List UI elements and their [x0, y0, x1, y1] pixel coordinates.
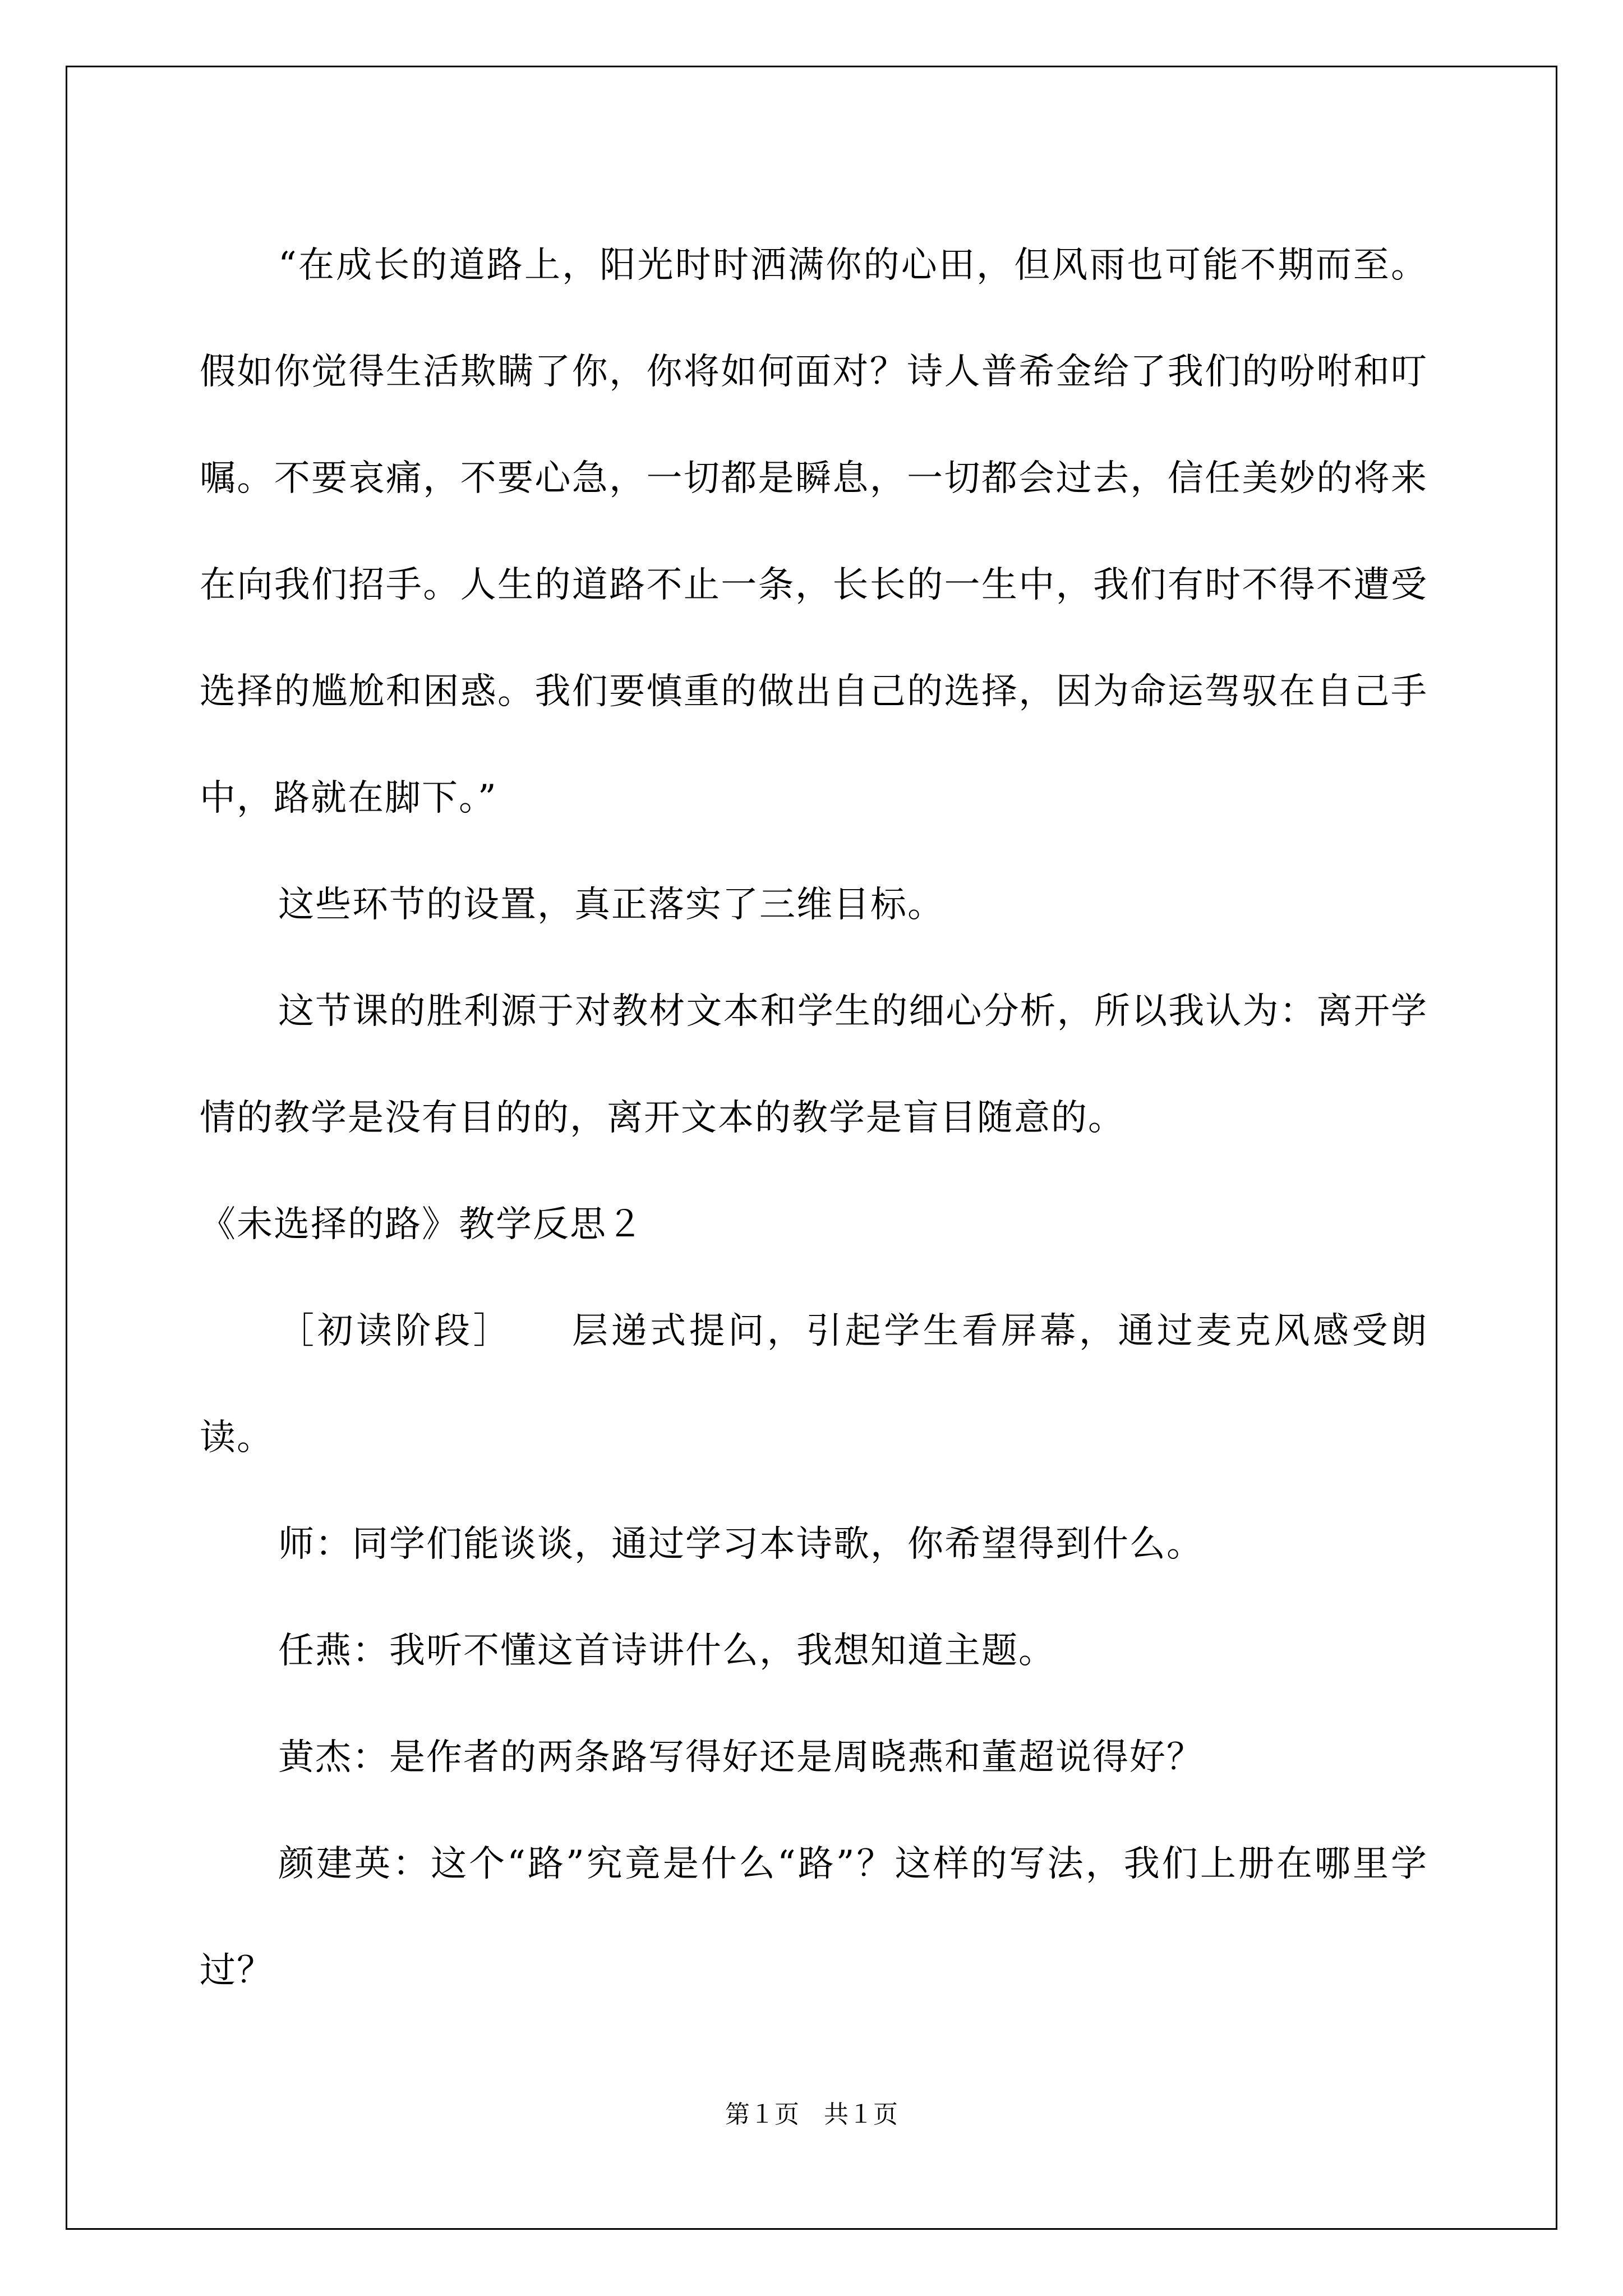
section-heading: 《未选择的路》教学反思２ — [200, 1204, 644, 1245]
paragraph-reading-stage: ［初读阶段］ 层递式提问，引起学生看屏幕，通过麦克风感受朗读。 — [200, 1310, 1428, 1458]
dialogue-student-yanjianying: 颜建英：这个“路”究竟是什么“路”？这样的写法，我们上册在哪里学过？ — [200, 1843, 1428, 1991]
paragraph-quote: “在成长的道路上，阳光时时洒满你的心田，但风雨也可能不期而至。假如你觉得生活欺瞒了你，你将如何面对？诗人普希金给了我们的吩咐和叮嘱。不要哀痛，不要心急，一切都是瞬息，一切都会过去，信任美妙的将来在向我们招手。人生的道路不止一条，长长的一生中，我们有时不得不遭受选择的尴尬和困惑。我们要慎重的做出自己的选择，因为命运驾驭在自己手中，路就在脚下。” — [200, 245, 1428, 819]
paragraph-conclusion: 这节课的胜利源于对教材文本和学生的细心分析，所以我认为：离开学情的教学是没有目的的，离开文本的教学是盲目随意的。 — [200, 991, 1428, 1139]
dialogue-student-huangjie: 黄杰：是作者的两条路写得好还是周晓燕和董超说得好？ — [278, 1737, 1204, 1778]
dialogue-student-renyan: 任燕：我听不懂这首诗讲什么，我想知道主题。 — [278, 1630, 1055, 1672]
paragraph-goals: 这些环节的设置，真正落实了三维目标。 — [278, 884, 944, 926]
page-number-footer: 第１页 共１页 — [725, 2100, 898, 2129]
dialogue-teacher: 师：同学们能谈谈，通过学习本诗歌，你希望得到什么。 — [278, 1524, 1204, 1565]
document-body — [200, 212, 1428, 2024]
